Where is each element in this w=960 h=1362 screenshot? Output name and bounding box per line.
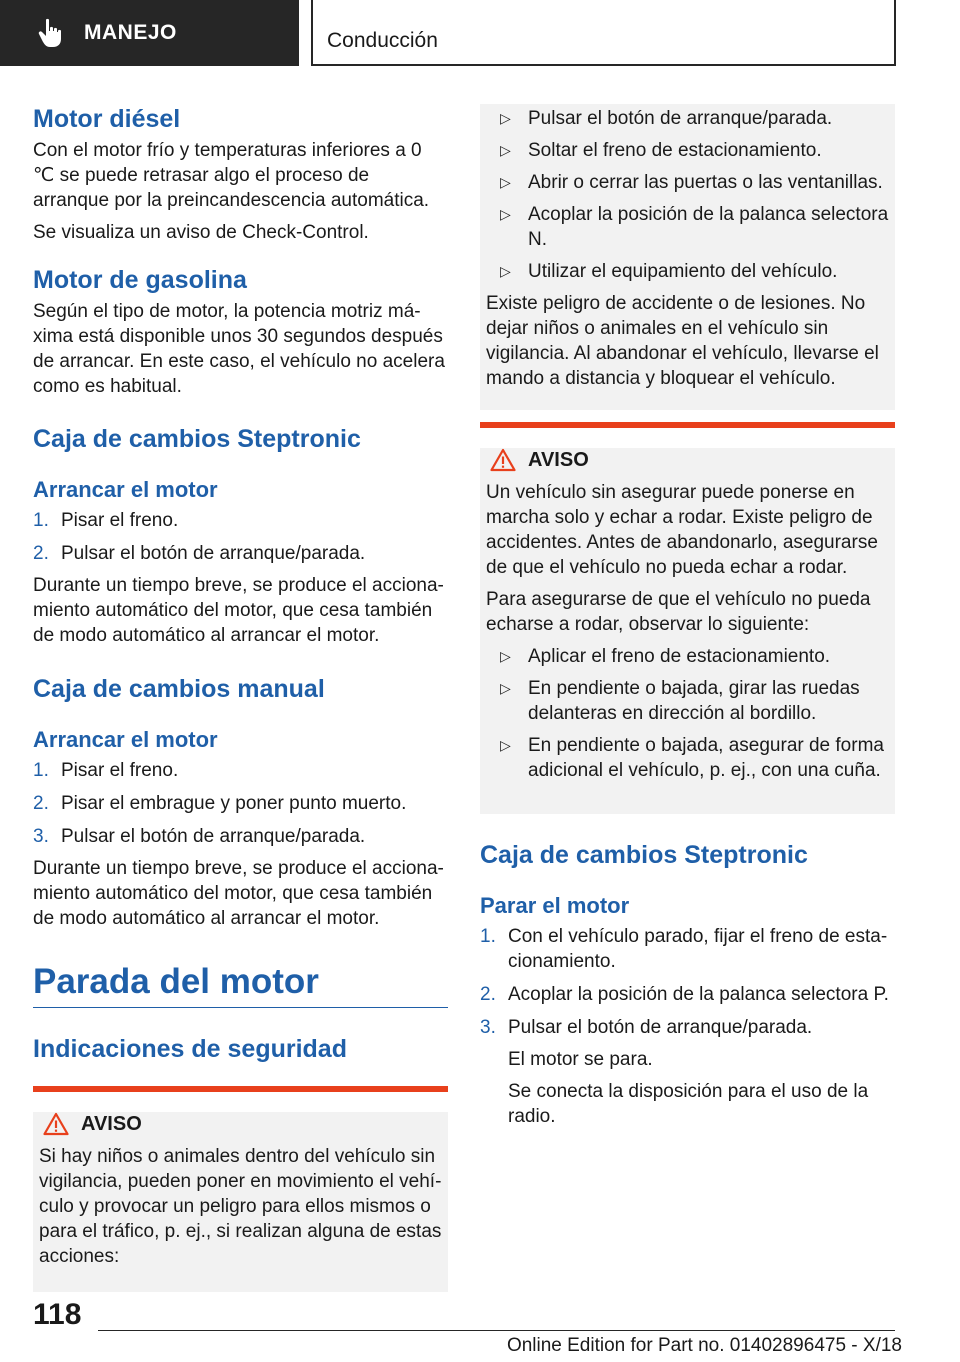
bullet-icon: ▷ — [500, 174, 511, 190]
bullet-text: Aplicar el freno de estacionamiento. — [528, 646, 831, 667]
section-label: MANEJO — [84, 21, 177, 44]
list-item — [480, 1015, 895, 1040]
list-item — [486, 202, 889, 252]
bullet-icon: ▷ — [500, 263, 511, 279]
warning-triangle-icon — [43, 1112, 69, 1136]
bullet-text: En pendiente o bajada, girar las ruedas delanteras en dirección al bordillo. — [528, 678, 860, 724]
list-item — [33, 824, 448, 849]
step-text: Pulsar el botón de arranque/parada. — [508, 1017, 813, 1038]
step-text: Con el vehículo parado, fijar el freno de estacionamiento. — [508, 926, 888, 972]
step-result: Se conecta la disposición para el uso de la radio. — [508, 1081, 869, 1127]
warning-text: Para asegurarse de que el vehículo no pueda echarse a rodar, observar lo siguiente: — [486, 589, 871, 635]
warning-bar — [33, 1086, 448, 1092]
warning-bar — [480, 422, 895, 428]
step-text: Pisar el freno. — [61, 510, 179, 531]
warning-box-continued — [480, 104, 895, 410]
warning-text: Si hay niños o animales dentro del vehículo sin vigilancia, pueden poner en movimiento el vehículo y provocar un peligro para ellos mismos o para el tráfico, p. ej., si realizan alguna de estas acciones: — [39, 1146, 442, 1267]
bullet-icon: ▷ — [500, 206, 511, 222]
step-text: Pisar el embrague y poner punto muerto. — [61, 793, 407, 814]
step-text: Pulsar el botón de arranque/parada. — [61, 826, 366, 847]
warning-text: Existe peligro de accidente o de lesiones. No dejar niños o animales en el vehículo sin vigilancia. Al abandonar el vehículo, llevarse el mando a distancia y bloquear el vehículo. — [486, 293, 879, 389]
step-number: 2. — [33, 793, 49, 814]
list-item — [33, 508, 448, 533]
gasoline-paragraph: Según el tipo de motor, la potencia motriz máxima está disponible unos 30 segundos después de arrancar. En este caso, el vehículo no acelera como es habitual. — [33, 301, 445, 397]
list-item — [486, 259, 889, 284]
warning-triangle-icon — [490, 448, 516, 472]
warning-bullets — [486, 644, 889, 783]
gasoline-heading: Motor de gasolina — [33, 266, 247, 294]
step-text: Pulsar el botón de arranque/parada. — [61, 543, 366, 564]
page-number: 118 — [33, 1298, 82, 1331]
list-item — [33, 791, 448, 816]
header-title-frame — [311, 0, 896, 66]
bullet-text: Soltar el freno de estacionamiento. — [528, 140, 822, 161]
stop-engine-subheading: Parar el motor — [480, 893, 630, 918]
bullet-text: En pendiente o bajada, asegurar de forma adicional el vehículo, p. ej., con una cuña. — [528, 735, 884, 781]
page-title: Conducción — [327, 29, 438, 52]
left-column — [33, 100, 448, 1292]
step-number: 1. — [480, 926, 496, 947]
warning-header — [39, 1112, 442, 1136]
bullet-icon: ▷ — [500, 110, 511, 126]
warning-bullets — [486, 106, 889, 284]
step-number: 3. — [33, 826, 49, 847]
stop-steps — [480, 924, 895, 1129]
diesel-heading: Motor diésel — [33, 105, 181, 133]
bullet-text: Abrir o cerrar las puertas o las ventanillas. — [528, 172, 883, 193]
list-item — [486, 644, 889, 669]
bullet-text: Utilizar el equipamiento del vehículo. — [528, 261, 838, 282]
steptronic-heading: Caja de cambios Steptronic — [480, 841, 808, 869]
manual-start-subheading: Arrancar el motor — [33, 727, 218, 752]
warning-label: AVISO — [528, 448, 589, 471]
diesel-note: Se visualiza un aviso de Check-Control. — [33, 222, 369, 243]
steptronic-steps — [33, 508, 448, 566]
step-number: 1. — [33, 510, 49, 531]
step-number: 2. — [480, 984, 496, 1005]
list-item — [486, 676, 889, 726]
step-number: 2. — [33, 543, 49, 564]
bullet-icon: ▷ — [500, 648, 511, 664]
list-item — [486, 106, 889, 131]
manual-paragraph: Durante un tiempo breve, se produce el accionamiento automático del motor, que cesa también de modo automático al arrancar el motor. — [33, 858, 444, 929]
step-number: 3. — [480, 1017, 496, 1038]
hand-pointer-icon — [38, 18, 66, 48]
steptronic-start-subheading: Arrancar el motor — [33, 477, 218, 502]
bullet-icon: ▷ — [500, 737, 511, 753]
warning-text: Un vehículo sin asegurar puede ponerse en marcha solo y echar a rodar. Existe peligro de accidentes. Antes de abandonarlo, asegurarse de que el vehículo no pueda echar a rodar. — [486, 482, 878, 578]
steptronic-paragraph: Durante un tiempo breve, se produce el accionamiento automático del motor, que cesa también de modo automático al arrancar el motor. — [33, 575, 444, 646]
list-item — [480, 982, 895, 1007]
list-item — [486, 138, 889, 163]
warning-box — [480, 448, 895, 814]
edition-text: Online Edition for Part no. 01402896475 - X/18 — [506, 1335, 902, 1356]
safety-heading: Indicaciones de seguridad — [33, 1035, 347, 1063]
footer-rule — [98, 1330, 895, 1331]
manual-heading: Caja de cambios manual — [33, 675, 325, 703]
list-item — [33, 541, 448, 566]
step-text: Acoplar la posición de la palanca selectora P. — [508, 984, 889, 1005]
bullet-icon: ▷ — [500, 142, 511, 158]
warning-box — [33, 1112, 448, 1292]
list-item — [486, 733, 889, 783]
section-tab[interactable] — [0, 0, 299, 66]
list-item — [33, 758, 448, 783]
bullet-text: Pulsar el botón de arranque/parada. — [528, 108, 833, 129]
diesel-paragraph: Con el motor frío y temperaturas inferiores a 0 ℃ se puede retrasar algo el proceso de arranque por la preincandescencia automática. — [33, 140, 430, 211]
list-item — [486, 170, 889, 195]
step-number: 1. — [33, 760, 49, 781]
bullet-text: Acoplar la posición de la palanca selectora N. — [528, 204, 889, 250]
step-result: El motor se para. — [508, 1049, 653, 1070]
step-text: Pisar el freno. — [61, 760, 179, 781]
warning-label: AVISO — [81, 1112, 142, 1135]
list-item — [480, 924, 895, 974]
manual-steps — [33, 758, 448, 849]
steptronic-heading: Caja de cambios Steptronic — [33, 425, 361, 453]
bullet-icon: ▷ — [500, 680, 511, 696]
right-column — [480, 104, 895, 1129]
stop-engine-heading: Parada del motor — [33, 961, 448, 1008]
warning-header — [486, 448, 889, 472]
